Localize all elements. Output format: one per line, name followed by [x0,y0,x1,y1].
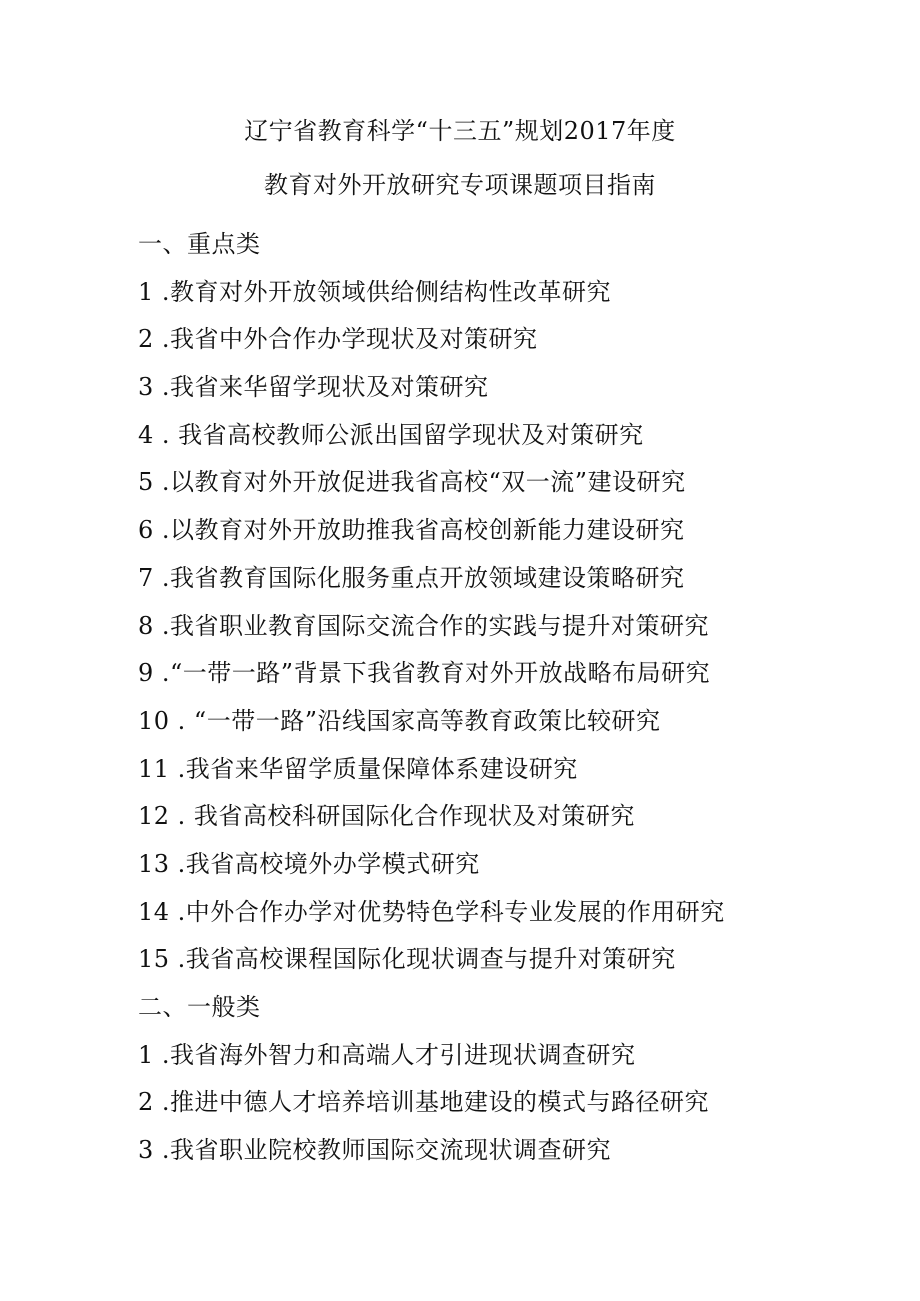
guide-content [138,230,725,1184]
section-heading-key: 一、重点类 [138,230,261,258]
general-topic-item-3: 3 .我省职业院校教师国际交流现状调查研究 [138,1136,612,1165]
key-topic-item-9: 9 .“一带一路”背景下我省教育对外开放战略布局研究 [138,659,711,688]
key-topic-item-4: 4 . 我省高校教师公派出国留学现状及对策研究 [138,420,644,449]
key-topic-item-12: 12 . 我省高校科研国际化合作现状及对策研究 [138,802,635,831]
key-topic-item-5: 5 .以教育对外开放促进我省高校“双一流”建设研究 [138,468,686,497]
section-heading-general: 二、一般类 [138,993,261,1021]
key-topic-item-7: 7 .我省教育国际化服务重点开放领域建设策略研究 [138,563,685,592]
general-topic-item-2: 2 .推进中德人才培养培训基地建设的模式与路径研究 [138,1088,710,1117]
key-topic-item-8: 8 .我省职业教育国际交流合作的实践与提升对策研究 [138,611,710,640]
general-topic-item-1: 1 .我省海外智力和高端人才引进现状调查研究 [138,1040,636,1069]
key-topic-item-1: 1 .教育对外开放领域供给侧结构性改革研究 [138,277,612,306]
key-topic-item-3: 3 .我省来华留学现状及对策研究 [138,373,489,402]
key-topic-item-14: 14 .中外合作办学对优势特色学科专业发展的作用研究 [138,897,725,926]
key-topic-item-13: 13 .我省高校境外办学模式研究 [138,849,480,878]
key-topic-item-6: 6 .以教育对外开放助推我省高校创新能力建设研究 [138,516,685,545]
key-topic-item-11: 11 .我省来华留学质量保障体系建设研究 [138,754,578,783]
key-topic-item-10: 10 . “一带一路”沿线国家高等教育政策比较研究 [138,706,661,735]
document-title-line-2: 教育对外开放研究专项课题项目指南 [264,171,656,199]
key-topic-item-15: 15 .我省高校课程国际化现状调查与提升对策研究 [138,945,676,974]
key-topic-item-2: 2 .我省中外合作办学现状及对策研究 [138,325,538,354]
document-title-line-1: 辽宁省教育科学“十三五”规划2017年度 [244,117,676,145]
